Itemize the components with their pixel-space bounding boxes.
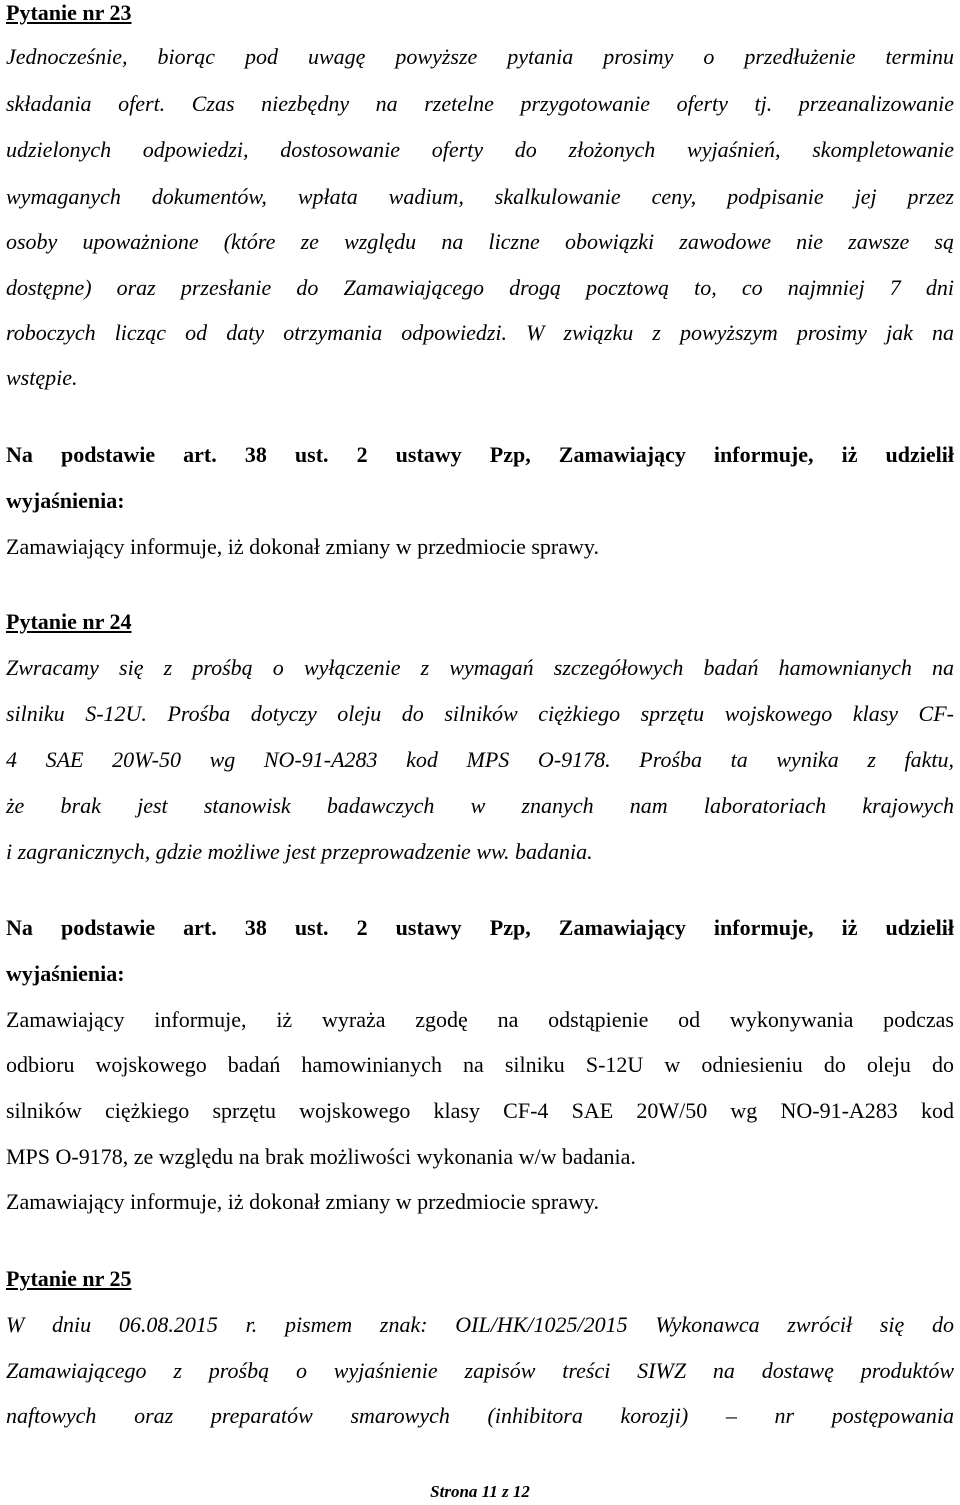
question-23-line-3: udzielonych odpowiedzi, dostosowanie oferty do złożonych wyjaśnień, skompletowanie [6,137,954,162]
question-25-line-2: Zamawiającego z prośbą o wyjaśnienie zapisów treści SIWZ na dostawę produktów [6,1358,954,1383]
question-25-line-1: W dniu 06.08.2015 r. pismem znak: OIL/HK/1025/2015 Wykonawca zwrócił się do [6,1312,954,1337]
question-23-heading: Pytanie nr 23 [6,0,132,25]
question-24-answer-line-5: Zamawiający informuje, iż dokonał zmiany w przedmiocie sprawy. [6,1189,599,1214]
question-24-answer-line-1: Zamawiający informuje, iż wyraża zgodę na odstąpienie od wykonywania podczas [6,1007,954,1032]
question-23-line-8: wstępie. [6,365,78,390]
question-23-line-2: składania ofert. Czas niezbędny na rzetelne przygotowanie oferty tj. przeanalizowanie [6,91,954,116]
question-23-basis-line-1: Na podstawie art. 38 ust. 2 ustawy Pzp, Zamawiający informuje, iż udzielił [6,442,954,467]
question-25-line-3: naftowych oraz preparatów smarowych (inhibitora korozji) – nr postępowania [6,1403,954,1428]
question-24-line-3: 4 SAE 20W-50 wg NO-91-A283 kod MPS O-9178. Prośba ta wynika z faktu, [6,747,954,772]
question-24-line-4: że brak jest stanowisk badawczych w znanych nam laboratoriach krajowych [6,793,954,818]
question-24-line-2: silniku S-12U. Prośba dotyczy oleju do silników ciężkiego sprzętu wojskowego klasy CF- [6,701,954,726]
question-25-heading: Pytanie nr 25 [6,1266,132,1291]
question-24-basis-line-1: Na podstawie art. 38 ust. 2 ustawy Pzp, Zamawiający informuje, iż udzielił [6,915,954,940]
question-23-line-1: Jednocześnie, biorąc pod uwagę powyższe pytania prosimy o przedłużenie terminu [6,44,954,69]
question-24-line-1: Zwracamy się z prośbą o wyłączenie z wymagań szczegółowych badań hamownianych na [6,655,954,680]
question-24-answer-line-3: silników ciężkiego sprzętu wojskowego klasy CF-4 SAE 20W/50 wg NO-91-A283 kod [6,1098,954,1123]
question-23-basis-line-2: wyjaśnienia: [6,488,125,513]
page-number: Strona 11 z 12 [430,1482,530,1501]
question-24-answer-line-2: odbioru wojskowego badań hamowinianych na silniku S-12U w odniesieniu do oleju do [6,1052,954,1077]
question-24-answer-line-4: MPS O-9178, ze względu na brak możliwości wykonania w/w badania. [6,1144,636,1169]
question-24-heading: Pytanie nr 24 [6,609,132,634]
question-23-line-6: dostępne) oraz przesłanie do Zamawiającego drogą pocztową to, co najmniej 7 dni [6,275,954,300]
question-23-answer-line-1: Zamawiający informuje, iż dokonał zmiany w przedmiocie sprawy. [6,534,599,559]
question-24-line-5: i zagranicznych, gdzie możliwe jest przeprowadzenie ww. badania. [6,839,593,864]
question-24-basis-line-2: wyjaśnienia: [6,961,125,986]
question-23-line-5: osoby upoważnione (które ze względu na liczne obowiązki zawodowe nie zawsze są [6,229,954,254]
question-23-line-7: roboczych licząc od daty otrzymania odpowiedzi. W związku z powyższym prosimy jak na [6,320,954,345]
question-23-line-4: wymaganych dokumentów, wpłata wadium, skalkulowanie ceny, podpisanie jej przez [6,184,954,209]
